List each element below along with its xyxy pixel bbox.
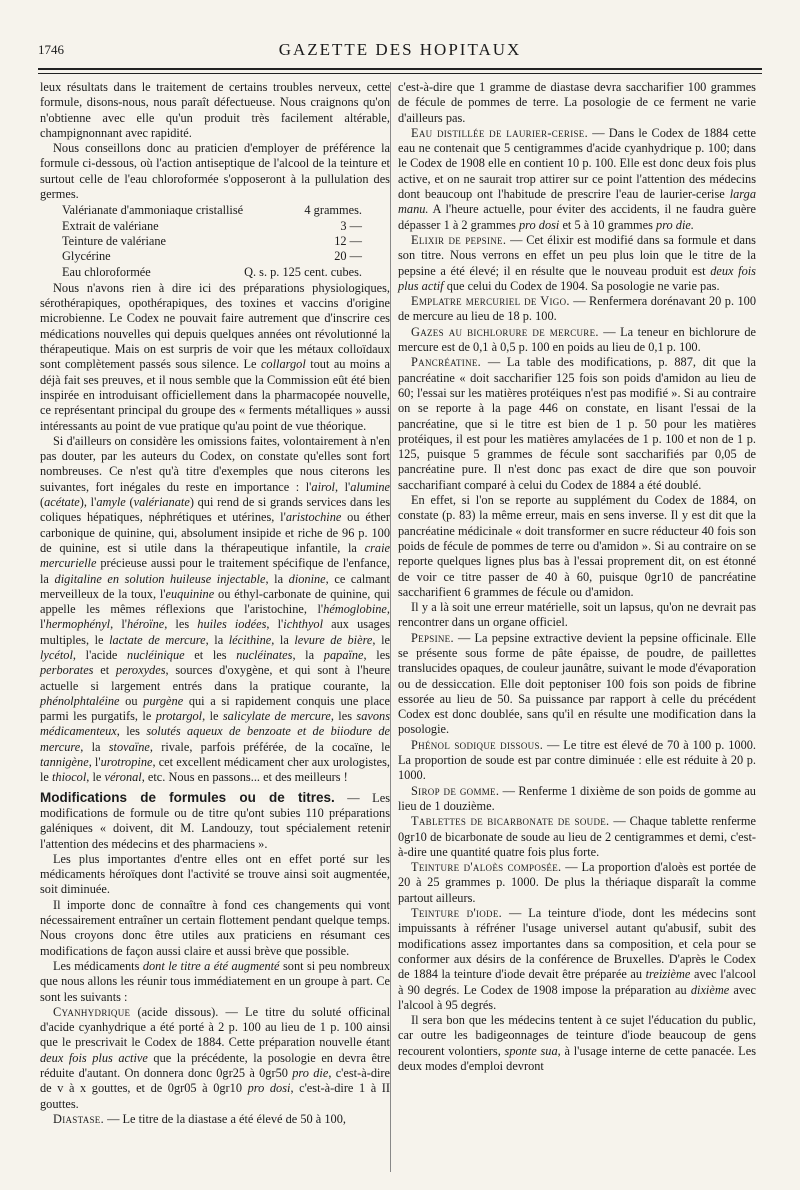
formula-ingredient: Glycérine <box>62 249 111 264</box>
entry-label: Gazes au bichlorure de mercure. <box>411 324 599 339</box>
text-run: , cet excellent médicament cher aux urologistes, le <box>40 755 390 785</box>
text-run: — La proportion d'aloès est portée de 20 à 25 grammes p. 1000. De plus la thériaque disparaît la comme partout ailleurs. <box>398 860 756 905</box>
page-number: 1746 <box>38 42 64 57</box>
text-run: que celui du Codex de 1904. Sa posologie ne varie pas. <box>443 278 720 293</box>
text-run: aux usages multiples, le <box>40 617 390 647</box>
italic-term: airol <box>311 479 335 494</box>
italic-term: ichthyol <box>283 617 324 632</box>
italic-term: amyle <box>96 495 126 510</box>
text-run: , la <box>265 571 289 586</box>
paragraph <box>398 355 756 493</box>
formula-row <box>62 265 362 280</box>
italic-term: hémoglobine <box>323 602 387 617</box>
italic-term: salicylate de mercure <box>222 709 331 724</box>
formula-row <box>62 219 362 234</box>
paragraph: Il y a là soit une erreur matérielle, soit un lapsus, qu'on ne devrait pas rencontrer dans un organe officiel. <box>398 600 756 630</box>
text-run: — La teneur en bichlorure de mercure est de 0,1 à 0,5 p. 100 en poids au lieu de 0,1 p. 100. <box>398 324 756 355</box>
italic-term: larga manu. <box>398 187 756 217</box>
text-run: A l'heure actuelle, pour éviter des accidents, il ne faudra guère dépasser 1 à 2 grammes <box>398 202 756 232</box>
entry-label: Teinture d'aloès composée. <box>411 860 562 875</box>
entry-label: Sirop de gomme. <box>411 783 500 798</box>
italic-term: treizième <box>645 967 691 982</box>
italic-term: perborates <box>40 663 94 678</box>
italic-term: urotropine <box>100 755 153 770</box>
section-paragraph <box>40 790 390 852</box>
italic-term: collargol <box>260 357 306 372</box>
italic-term: stovaïne <box>108 739 150 754</box>
paragraph <box>398 738 756 784</box>
entry-label: Eau distillée de laurier-cerise. <box>411 125 588 140</box>
text-run: — Les modifications de formule ou de titre qu'ont subies 110 préparations galéniques « doivent, dit M. Landouzy, tout spécialement retenir l'attention des médecins et des pharmaciens ». <box>40 790 390 851</box>
italic-term: solutés aqueux de benzoate et de biiodure de mercure <box>40 724 390 754</box>
formula-quantity: 3 — <box>340 218 362 233</box>
formula-ingredient: Teinture de valériane <box>62 233 166 248</box>
italic-term: purgène <box>143 693 184 708</box>
entry-label: Cyanhydrique <box>53 1004 131 1019</box>
right-column <box>398 80 756 1074</box>
formula-ingredient: Valérianate d'ammoniaque cristallisé <box>62 203 244 218</box>
paragraph: Si d'ailleurs on considère les omissions faites, volontairement à n'en pas douter, par les auteurs du Codex, on constate qu'elles sont fort nombreuses. Ce n'est qu'à titre d'exemples que nous citerons les suivantes, fort inégales du reste en importance : l'airol, l'alumine (acétate), l'amyle (valérianate) qui rend de si grands services dans les coliques hépatiques, néphrétiques et utérines, l'aristochine ou éther carbonique de quinine, qui, absolument insipide et riche de 96 p. 100 de quinine, est si utile dans la thérapeutique infantile, la craie mercurielle précieuse aussi pour le traitement spécifique de l'enfance, la digitaline en solution huileuse injectable, la dionine, ce calmant merveilleux de la toux, l'euquinine ou éthyl-carbonate de quinine, qui appelle les mêmes réflexions que l'aristochine, l'hémoglobine, l'hermophényl, l'héroïne, les huiles iodées, l'ichthyol aux usages multiples, le lactate de mercure, la lécithine, la levure de bière, le lycétol, l'acide nucléinique et les nucléinates, la papaïne, les perborates et peroxydes, sources d'oxygène, et qui sont à l'heure actuelle si largement entrés dans la pratique courante, la phénolphtaléine ou purgène qui a si rapidement conquis une place parmi les purgatifs, le protargol, le salicylate de mercure, les savons médicamenteux, les solutés aqueux de benzoate et de biiodure de mercure, la stovaïne, rivale, parfois préférée, de la cocaïne, le tannigène, l'urotropine, cet excellent médicament cher aux urologistes, le thiocol, le véronal, etc. Nous en passons... et des meilleurs ! <box>40 433 391 785</box>
text-run: — Le titre est élevé de 70 à 100 p. 1000. La proportion de soude est par contre diminuée : elle est réduite à 20 p. 1000. <box>398 737 756 783</box>
entry-label: Pancréatine. <box>411 355 482 370</box>
text-run: ) qui rend de si grands services dans les coliques hépatiques, néphrétiques et utérines, l' <box>40 495 391 525</box>
entry-label: Tablettes de bicarbonate de soude. <box>411 814 610 829</box>
entry-label: Elixir de pepsine. <box>411 232 507 247</box>
paragraph: Il importe donc de connaître à fond ces changements qui vont nécessairement entraîner un certain flottement pendant quelque temps. Nous croyons donc être utiles aux praticiens en résumant ces modifications de façon aussi claire et aussi brève que possible. <box>40 897 390 958</box>
formula-quantity: 12 — <box>334 233 362 248</box>
italic-term: alumine <box>350 479 390 494</box>
left-column <box>40 80 390 1127</box>
text-run: , sources d'oxygène, et qui sont à l'heure actuelle si largement entrés dans la pratique courante, la <box>40 663 390 693</box>
text-run: , rivale, parfois préférée, de la cocaïne, le <box>149 739 390 754</box>
italic-term: thiocol <box>52 770 87 785</box>
italic-term: tannigène <box>40 755 89 770</box>
formula-quantity: 4 grammes. <box>304 203 362 218</box>
text-run: ou <box>119 693 144 708</box>
italic-term: craie mercurielle <box>40 540 390 571</box>
italic-term: pro die <box>292 1066 329 1080</box>
formula-quantity: 20 — <box>334 249 362 264</box>
italic-term: pro dosi <box>519 217 560 232</box>
text-run: et 5 à 10 grammes <box>559 217 657 232</box>
text-run: avec l'alcool à 90 degrés. Le Codex de 1908 impose la préparation au <box>398 967 757 997</box>
formula-ingredient: Eau chloroformée <box>62 264 151 279</box>
paragraph: leux résultats dans le traitement de certains troubles nerveux, cette formule, disons-nous, nous paraît défectueuse. Nous craignons qu'on n'obtienne avec elle qu'un produit très facilement altérable, champignonnant avec rapidité. <box>40 80 390 140</box>
section-title: Modifications de formules ou de titres. <box>40 789 335 805</box>
text-run: ou éthyl-carbonate de quinine, qui appelle les mêmes réflexions que l'aristochine, l' <box>40 586 390 617</box>
paragraph <box>398 784 756 815</box>
paragraph: Les plus importantes d'entre elles ont en effet porté sur les médicaments héroïques dont l'activité se trouve ainsi soit augmentée, soit diminuée. <box>40 851 390 897</box>
italic-term: véronal <box>104 770 142 785</box>
page-header <box>38 40 762 62</box>
entry-label: Pepsine. <box>411 630 454 645</box>
italic-term: lactate de mercure <box>109 632 206 647</box>
text-run: — La pepsine extractive devient la pepsine officinale. Elle se présente sous forme de pâte épaisse, de poudre, de paillettes translucides opaques, de couleur jaunâtre, suivant le mode d'évaporation ou de dessiccation. Elle doit peptoniser 100 fois son poids de fibrine essorée au lieu de 50. Sa puissance par rapport à celle du précédent Codex est donc doublée, sans qu'il en résulte une modification dans la posologie. <box>398 630 756 737</box>
italic-term: phénolphtaléine <box>40 693 120 708</box>
entry-label: Phénol sodique dissous. <box>411 737 544 752</box>
text-run: — Le titre de la diastase a été élevé de 50 à 100, <box>103 1111 346 1126</box>
paragraph <box>40 1005 390 1112</box>
italic-term: papaïne <box>323 647 364 662</box>
italic-term: digitaline en solution huileuse injectable <box>54 571 266 586</box>
italic-term: huiles iodées <box>197 617 267 632</box>
paragraph <box>40 959 390 1005</box>
text-run: que la précédente, la posologie en devra être réduite d'autant. On donnera donc 0gr25 à 0gr50 <box>40 1050 390 1080</box>
text-run: , etc. Nous en passons... et des meilleurs ! <box>141 770 348 785</box>
italic-term: lécithine <box>228 632 272 647</box>
text-run: Si d'ailleurs on considère les omissions faites, volontairement à n'en pas douter, par les auteurs du Codex, on constate qu'elles sont fort nombreuses. Ce n'est qu'à titre d'exemples que nous citerons les suivantes, fort inégales du reste en importance : l' <box>40 433 390 494</box>
text-run: — La table des modifications, p. 887, dit que la pancréatine « doit saccharifier 125 fois son poids d'amidon au lieu de 60; l'essai sur les matières protéiques n'est pas modifié ». Si au contraire on se reporte à la page 446 on constate, en lisant l'essai de la pancréatine, que si le titre est bien de 1 p. 50 pour les matières protéiques, il est pour les matières amylacées de 1 p. 100 et non de 1 p. 125, puisque 5 grammes de fécule sont saccharifiés par 0,05 de pancréatine pure. Il n'est donc pas exact de dire que son pouvoir saccharifiant comparé à celui du Codex de 1884 a été doublé. <box>398 355 756 492</box>
text-run: ou éther carbonique de quinine, qui, absolument insipide et riche de 96 p. 100 de quinine, est si utile dans la thérapeutique infantile, la <box>40 510 390 555</box>
formula-row <box>62 234 362 249</box>
paragraph <box>398 631 756 738</box>
italic-term: acétate <box>44 495 80 510</box>
italic-term: sponte sua <box>504 1043 558 1058</box>
paragraph <box>398 294 756 325</box>
italic-term: valérianate <box>133 495 190 510</box>
paragraph: En effet, si l'on se reporte au supplément du Codex de 1884, on constate (p. 83) la même erreur, mais en sens inverse. Il y est dit que la pancréatine médicinale « doit transformer en sucre réducteur 40 fois son poids de fécule de pommes de terre ou d'amidon ». Si au contraire on se reporte quelques lignes plus bas à l'essai proprement dit, on est étonné de voir ce titre passer de 40 à 60, puisque 0gr10 de pancréatine saccharifient 6 grammes de fécule ou d'amidon. <box>398 493 756 599</box>
text-run: , à l'usage interne de cette panacée. Les deux modes d'emploi devront <box>398 1043 756 1073</box>
paragraph <box>398 860 756 906</box>
italic-term: peroxydes <box>115 663 166 678</box>
italic-term: levure de bière <box>294 632 373 647</box>
paragraph <box>40 1112 390 1127</box>
paragraph: Nous conseillons donc au praticien d'employer de préférence la formule ci-dessous, où l'action antiseptique de l'alcool de la teinture et surtout celle de l'eau chloroformée s'opposeront à la pullulation des germes. <box>40 141 390 202</box>
formula-row <box>62 249 362 264</box>
italic-term: dionine <box>288 571 326 586</box>
text-run: , ce calmant merveilleux de la toux, l' <box>40 571 390 601</box>
italic-term: héroïne <box>126 617 165 632</box>
text-run: , c'est-à-dire 1 à II gouttes. <box>40 1081 390 1111</box>
text-run: Nous n'avons rien à dire ici des préparations physiologiques, sérothérapiques, opothérapiques, des toxines et vaccins d'origine microbienne. Le Codex ne pouvait faire autrement que d'inscrire ces médications nouvelles qui depuis quelques années ont révolutionné la thérapeutique. Mais on est surpris de voir que les métaux colloïdaux sont complètement passés sous silence. Le <box>40 280 390 372</box>
text-run: , c'est-à-dire de v à x gouttes, et de 0gr05 à 0gr10 <box>40 1066 391 1096</box>
entry-label: Diastase. <box>53 1111 104 1126</box>
header-rule-thin <box>38 73 762 74</box>
paragraph <box>398 126 756 233</box>
formula-row <box>62 203 362 218</box>
text-run: — La teinture d'iode, dont les médecins sont impuissants à réfréner l'usage universel autant qu'abusif, subit des modifications assez importantes dans sa composition, et cela pour se conformer aux désirs de la conférence de Bruxelles. D'après le Codex de 1884 la teinture d'iode devait être préparée au <box>398 906 756 982</box>
paragraph <box>40 281 390 434</box>
italic-term: protargol <box>155 709 203 724</box>
italic-term: hermophényl <box>45 617 111 632</box>
text-run: — Cet élixir est modifié dans sa formule et dans son titre. Nous verrons en effet un peu plus loin que le titre de la pepsine a été élevé; il en résulte que le nouveau produit est <box>398 232 756 278</box>
paragraph <box>398 1013 756 1074</box>
italic-term: pro dosi <box>247 1081 291 1096</box>
text-run: Il sera bon que les médecins tentent à ce sujet l'éducation du public, car outre les badigeonnages de teinture d'iode beaucoup de gens recourent volontiers, <box>398 1013 756 1058</box>
text-run: sont si peu nombreux que nous allons les réunir tous immédiatement en un groupe à part. Ce sont les suivants : <box>40 958 390 1004</box>
italic-term: pro die. <box>656 217 694 232</box>
text-run: (acide dissous). — Le titre du soluté officinal d'acide cyanhydrique a été porté à 2 p. 100 au lieu de 1 p. 100 ainsi que le prescrivait le Codex de 1884. Cette préparation nouvelle étant <box>40 1004 390 1050</box>
text-run: — Renferme 1 dixième de son poids de gomme au lieu de 1 douzième. <box>398 783 756 813</box>
column-divider <box>390 82 391 1172</box>
italic-term: nucléinique <box>127 647 185 662</box>
paragraph <box>398 325 756 356</box>
text-run: Les médicaments <box>53 958 143 973</box>
italic-term: deux fois plus active <box>40 1050 148 1065</box>
text-run: qui a si rapidement conquis une place parmi les purgatifs, le <box>40 693 391 724</box>
italic-term: nucléinates <box>236 647 293 662</box>
text-run: avec l'alcool à 95 degrés. <box>398 982 756 1012</box>
italic-term: lycétol <box>40 647 73 662</box>
paragraph: c'est-à-dire que 1 gramme de diastase devra saccharifier 100 grammes de fécule de pommes de terre. La posologie de ce ferment ne varie d'ailleurs pas. <box>398 80 756 125</box>
journal-title: GAZETTE DES HOPITAUX <box>278 40 522 59</box>
text-run: — Chaque tablette renferme 0gr10 de bicarbonate de soude au lieu de 2 centigrammes et demi, c'est-à-dire une quantité quatre fois plus forte. <box>398 814 756 859</box>
text-run: — Renfermera dorénavant 20 p. 100 de mercure au lieu de 18 p. 100. <box>398 294 756 324</box>
text-run: l'acide <box>85 647 128 662</box>
formula-quantity: Q. s. p. 125 cent. cubes. <box>244 264 362 279</box>
italic-term: aristochine <box>285 510 342 525</box>
paragraph <box>398 814 756 860</box>
italic-term: euquinine <box>165 586 215 601</box>
header-rule-thick <box>38 68 762 70</box>
paragraph <box>398 233 756 294</box>
italic-term: dixième <box>690 982 730 997</box>
italic-term: deux fois plus actif <box>398 263 756 293</box>
paragraph <box>398 906 756 1013</box>
text-run: tout au moins a déjà fait ses preuves, et il nous semble que la Commission eût été bien inspirée en introduisant officiellement dans la pharmacopée nouvelle, ce représentant principal du groupe des « ferments métalliques » aussi intéressants au point de vue pratique qu'au point de vue théorique. <box>40 357 390 433</box>
entry-label: Teinture d'iode. <box>411 906 503 921</box>
text-run: précieuse aussi pour le traitement spécifique de l'enfance, la <box>40 556 390 586</box>
formula-ingredient: Extrait de valériane <box>62 218 159 233</box>
text-run: — Dans le Codex de 1884 cette eau ne contenait que 5 centigrammes d'acide cyanhydrique p. 100; dans le Codex de 1908 elle en contient 10 p. 100. Elle est donc deux fois plus active, et on ne saurait trop attirer sur ce point l'attention des médecins dont beaucoup ont l'habitude de prescrire l'eau de laurier-cerise <box>398 125 756 202</box>
italic-term: savons médicamenteux <box>40 709 390 739</box>
entry-label: Emplatre mercuriel de Vigo. <box>411 294 570 309</box>
formula-table <box>62 203 362 279</box>
italic-term: dont le titre a été augmenté <box>142 958 280 973</box>
